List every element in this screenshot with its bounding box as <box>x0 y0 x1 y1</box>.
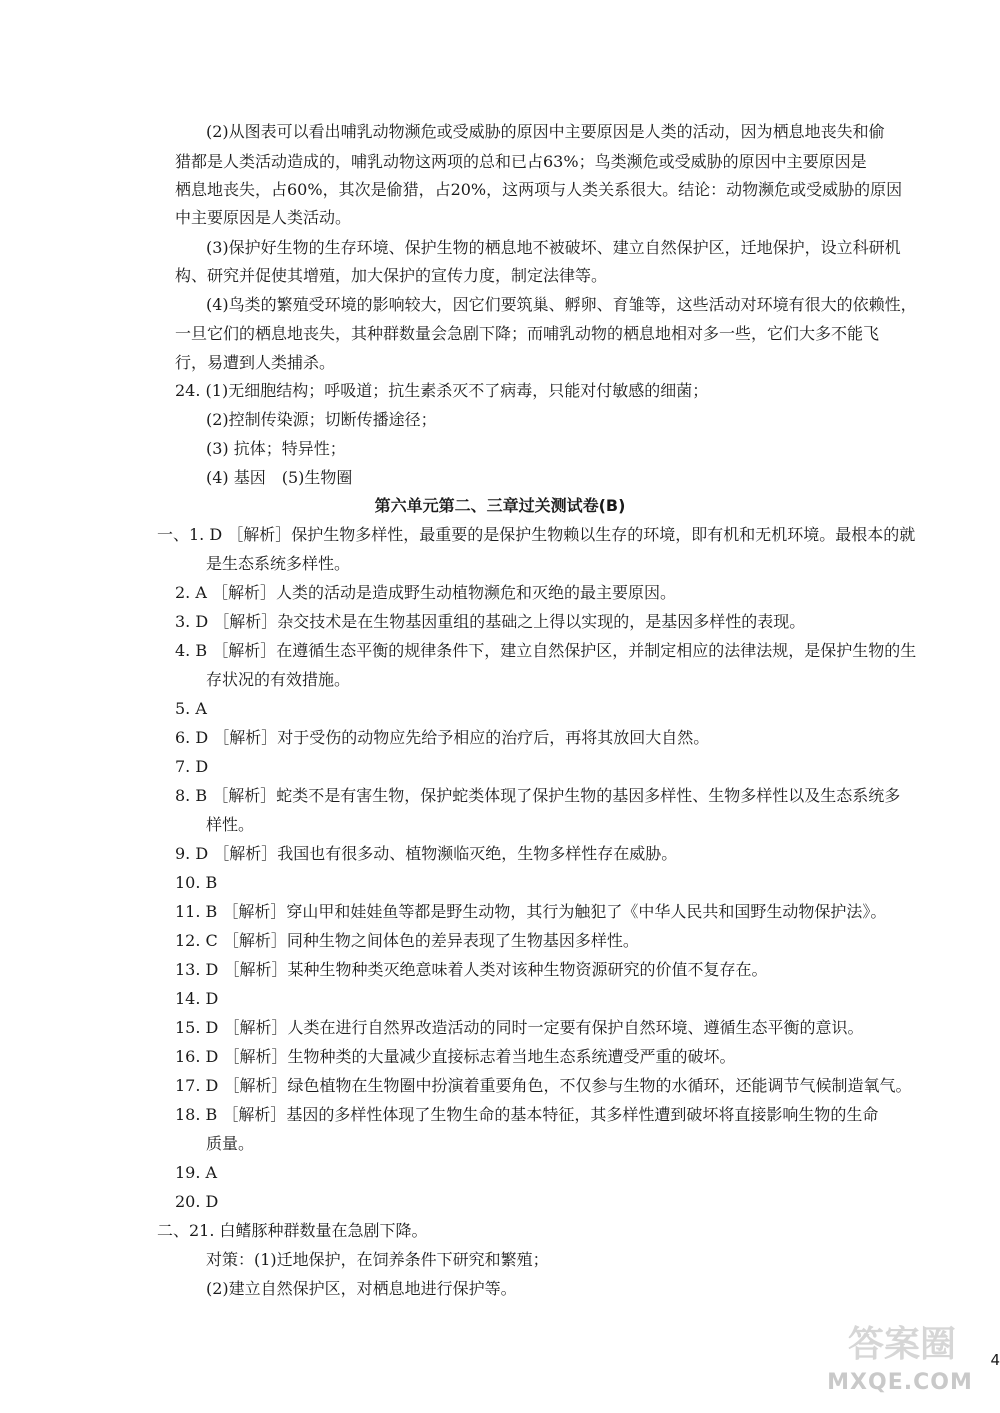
page-number: 4 <box>990 1351 1000 1369</box>
answer-11: 11. B ［解析］穿山甲和娃娃鱼等都是野生动物，其行为触犯了《中华人民共和国野生动物保护法》。 <box>175 902 887 921</box>
text-line: (3)保护好生物的生存环境、保护生物的栖息地不被破坏、建立自然保护区，迁地保护，设立科研机 <box>206 238 901 257</box>
answer-5: 5. A <box>175 699 207 718</box>
answer-14: 14. D <box>175 989 219 1008</box>
text-line: 样性。 <box>206 815 255 834</box>
watermark-site: MXQE.COM <box>827 1370 973 1395</box>
answer-4: 4. B ［解析］在遵循生态平衡的规律条件下，建立自然保护区，并制定相应的法律法规，是保护生物的生 <box>175 641 917 660</box>
text-line: (2)从图表可以看出哺乳动物濒危或受威胁的原因中主要原因是人类的活动，因为栖息地丧失和偷 <box>206 122 885 141</box>
answer-8: 8. B ［解析］蛇类不是有害生物，保护蛇类体现了保护生物的基因多样性、生物多样性以及生态系统多 <box>175 786 901 805</box>
text-line: 一旦它们的栖息地丧失，其种群数量会急剧下降；而哺乳动物的栖息地相对多一些，它们大多不能飞 <box>175 324 880 343</box>
answer-1: 一、1. D ［解析］保护生物多样性，最重要的是保护生物赖以生存的环境，即有机和无机环境。最根本的就 <box>157 525 916 544</box>
answer-18: 18. B ［解析］基因的多样性体现了生物生命的基本特征，其多样性遭到破坏将直接影响生物的生命 <box>175 1105 879 1124</box>
answer-19: 19. A <box>175 1163 218 1182</box>
text-line: 对策：(1)迁地保护，在饲养条件下研究和繁殖； <box>206 1250 549 1269</box>
text-line: (3) 抗体；特异性； <box>206 439 346 458</box>
answer-21: 二、21. 白鳍豚种群数量在急剧下降。 <box>157 1221 428 1240</box>
text-line: (4)鸟类的繁殖受环境的影响较大，因它们要筑巢、孵卵、育雏等，这些活动对环境有很大的依赖性， <box>206 295 917 314</box>
text-line: 构、研究并促使其增殖，加大保护的宣传力度，制定法律等。 <box>175 266 608 285</box>
text-line: 行，易遭到人类捕杀。 <box>175 353 336 372</box>
text-line: 质量。 <box>206 1134 255 1153</box>
answer-2: 2. A ［解析］人类的活动是造成野生动植物濒危和灭绝的最主要原因。 <box>175 583 676 602</box>
text-line: 存状况的有效措施。 <box>206 670 351 689</box>
watermark-logo: 答案圈 <box>847 1324 956 1365</box>
answer-12: 12. C ［解析］同种生物之间体色的差异表现了生物基因多样性。 <box>175 931 639 950</box>
answer-3: 3. D ［解析］杂交技术是在生物基因重组的基础之上得以实现的，是基因多样性的表现。 <box>175 612 806 631</box>
watermark <box>810 1322 990 1402</box>
text-line: (2)控制传染源；切断传播途径； <box>206 410 437 429</box>
text-line: 是生态系统多样性。 <box>206 554 351 573</box>
text-line: (2)建立自然保护区，对栖息地进行保护等。 <box>206 1279 517 1298</box>
text-line: 中主要原因是人类活动。 <box>175 208 352 227</box>
answer-13: 13. D ［解析］某种生物种类灭绝意味着人类对该种生物资源研究的价值不复存在。 <box>175 960 768 979</box>
answer-17: 17. D ［解析］绿色植物在生物圈中扮演着重要角色，不仅参与生物的水循环，还能调节气候制造氧气。 <box>175 1076 912 1095</box>
section-title: 第六单元第二、三章过关测试卷(B) <box>374 496 626 515</box>
answer-6: 6. D ［解析］对于受伤的动物应先给予相应的治疗后，再将其放回大自然。 <box>175 728 710 747</box>
text-line: 栖息地丧失，占60%，其次是偷猎，占20%，这两项与人类关系很大。结论：动物濒危或受威胁的原因 <box>175 180 903 199</box>
question-24: 24. (1)无细胞结构；呼吸道；抗生素杀灭不了病毒，只能对付敏感的细菌； <box>175 381 709 400</box>
answer-15: 15. D ［解析］人类在进行自然界改造活动的同时一定要有保护自然环境、遵循生态平衡的意识。 <box>175 1018 864 1037</box>
text-line: (4) 基因 (5)生物圈 <box>206 468 353 487</box>
answer-10: 10. B <box>175 873 218 892</box>
answer-7: 7. D <box>175 757 209 776</box>
answer-16: 16. D ［解析］生物种类的大量减少直接标志着当地生态系统遭受严重的破坏。 <box>175 1047 736 1066</box>
answer-20: 20. D <box>175 1192 219 1211</box>
answer-9: 9. D ［解析］我国也有很多动、植物濒临灭绝，生物多样性存在威胁。 <box>175 844 678 863</box>
text-line: 猎都是人类活动造成的，哺乳动物这两项的总和已占63%；鸟类濒危或受威胁的原因中主要原因是 <box>175 152 867 171</box>
